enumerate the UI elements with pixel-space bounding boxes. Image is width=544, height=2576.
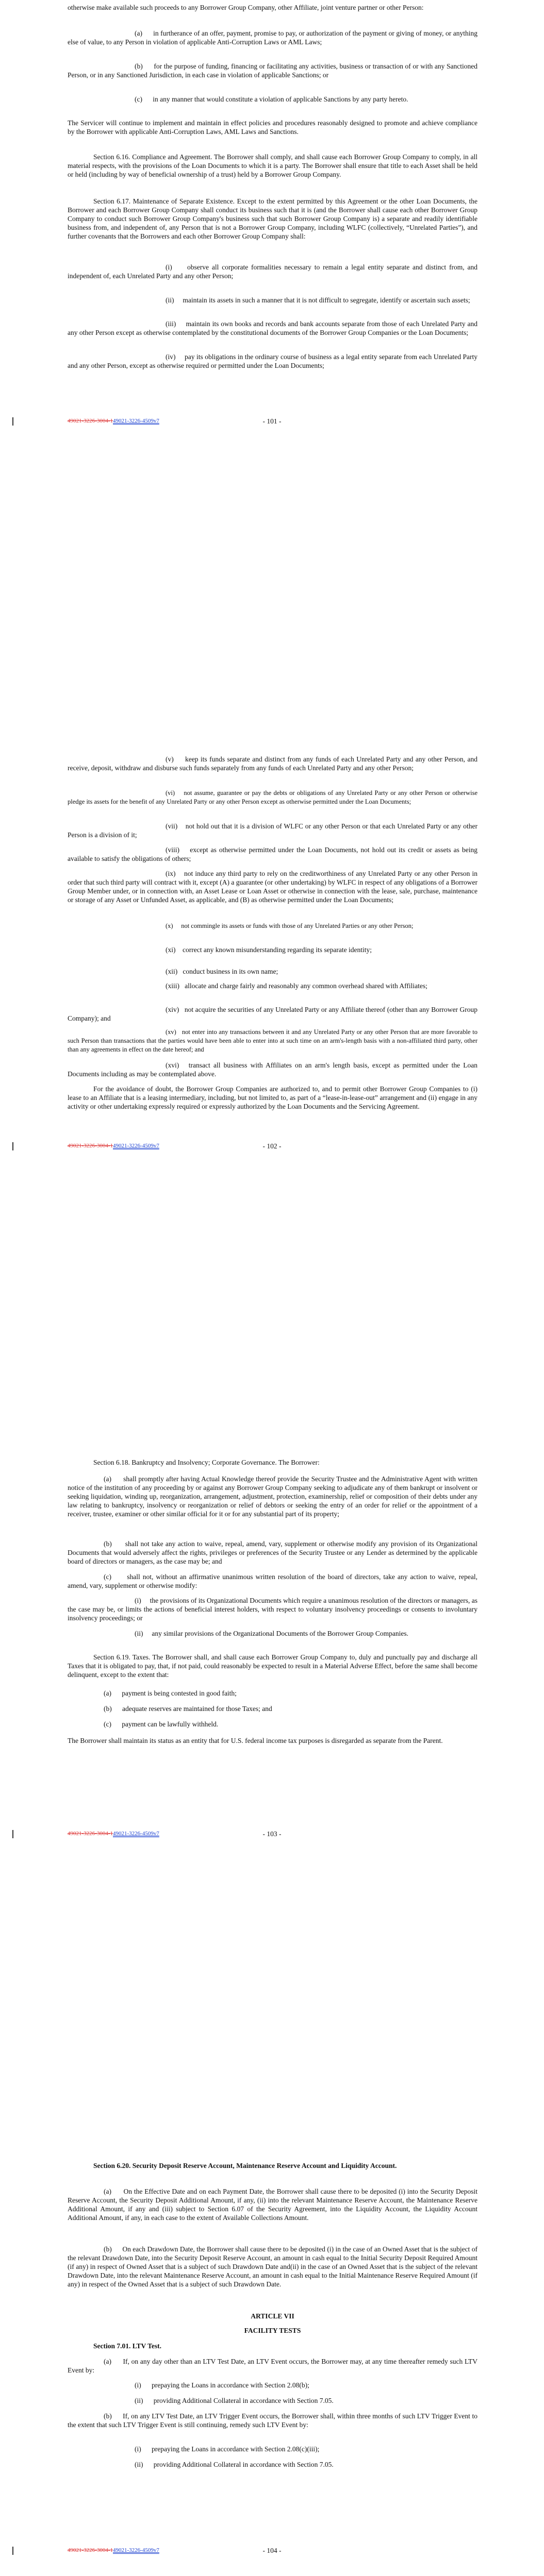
paragraph: (x) not commingle its assets or funds with those of any Unrelated Parties or any other Person; xyxy=(166,922,414,929)
paragraph: (vi) not assume, guarantee or pay the debts or obligations of any Unrelated Party or any other Person or otherwise pledge its assets for the benefit of any Unrelated Party or any other Person except as otherwise permitted under the Loan Documents; xyxy=(68,789,477,805)
article-title: FACILITY TESTS xyxy=(244,2327,301,2334)
paragraph: (b) If, on any LTV Test Date, an LTV Trigger Event occurs, the Borrower shall, within three months of such LTV Trigger Event to the extent that such LTV Trigger Event is still continuing, remedy such LTV Event by: xyxy=(68,2412,477,2429)
page-102 xyxy=(0,703,544,1406)
paragraph: (a) On the Effective Date and on each Payment Date, the Borrower shall cause there to be deposited (i) into the Security Deposit Reserve Account, the Security Deposit Additional Amount, if any, (ii) into the relevant Maintenance Reserve Account, the Maintenance Reserve Additional Amount, if any and (iii) subject to Section 6.07 of the Security Agreement, into the Liquidity Account, the Liquidity Account Additional Amount, if any, in each case to the extent of Available Collections Amount. xyxy=(68,2188,477,2222)
paragraph: (xv) not enter into any transactions between it and any Unrelated Party or any other Person that are more favorable to such Person than transactions that the parties would have been able to enter into at such time on an arm's-length basis with a non-affiliated third party, other than any agreements in effect on the date hereof; and xyxy=(68,1028,477,1053)
paragraph: (xiv) not acquire the securities of any Unrelated Party or any Affiliate thereof (other than any Borrower Group Company); and xyxy=(68,1006,477,1022)
paragraph: (b) adequate reserves are maintained for those Taxes; and xyxy=(104,1705,272,1713)
document-id-new: 49021-3226-4509v7 xyxy=(113,418,159,424)
paragraph: (v) keep its funds separate and distinct from any funds of each Unrelated Party and any other Person, and receive, deposit, withdraw and disburse such funds separately from any funds of each Unrelated Party and any other Person; xyxy=(68,755,477,772)
page-number: - 104 - xyxy=(262,2547,282,2554)
section-6-17: Section 6.17. Maintenance of Separate Existence. Except to the extent permitted by this Agreement or the other Loan Documents, the Borrower and each Borrower Group Company shall conduct its business such that it is (and the Borrower shall cause each other Borrower Group Company to conduct such Borrower Group Company's business such that such Borrower Group Company is) a separate and readily identifiable business from, and independent of, any Person that is not a Borrower Group Company, including WLFC (collectively, “Unrelated Parties”), and further covenants that the Borrowers and each other Borrower Group Company shall: xyxy=(68,197,477,240)
paragraph: (i) observe all corporate formalities necessary to remain a legal entity separate and distinct from, and independent of, each Unrelated Party and any other Person; xyxy=(68,263,477,280)
paragraph: The Borrower shall maintain its status as an entity that for U.S. federal income tax purposes is disregarded as separate from the Parent. xyxy=(68,1737,443,1744)
paragraph: (c) payment can be lawfully withheld. xyxy=(104,1720,219,1728)
paragraph: (ii) maintain its assets in such a manner that it is not difficult to segregate, identify or ascertain such assets; xyxy=(166,296,470,304)
paragraph: (i) prepaying the Loans in accordance with Section 2.08(c)(iii); xyxy=(135,2445,320,2453)
document-id-new: 49021-3226-4509v7 xyxy=(113,1831,159,1837)
document-id-old: 49021-3226-3004-1 xyxy=(68,2547,113,2553)
paragraph: For the avoidance of doubt, the Borrower Group Companies are authorized to, and to permit other Borrower Group Companies to (i) lease to an Affiliate that is a leasing intermediary, including, but not limited to, as part of a “lease-in-lease-out” arrangement and (ii) engage in any activity or other undertaking expressly required or expressly authorized by the Loan Documents and the Servicing Agreement. xyxy=(68,1085,477,1110)
paragraph: (xi) correct any known misunderstanding regarding its separate identity; xyxy=(166,946,372,954)
page-103 xyxy=(0,1406,544,2110)
paragraph: (ix) not induce any third party to rely on the creditworthiness of any Unrelated Party or any other Person in order that such third party will contract with it, except (A) a guarantee (or other undertaking) by WLFC in respect of any obligations of a Borrower Group Member under, or in connection with, an Asset Lease or Loan Asset or otherwise in connection with the lease, sale, purchase, maintenance or storage of any Asset or Unfunded Asset, as applicable, and (B) as otherwise permitted under the Loan Documents; xyxy=(68,870,477,904)
paragraph: (i) the provisions of its Organizational Documents which require a unanimous resolution of the directors or managers, as the case may be, or limits the actions of beneficial interest holders, with respect to voluntary insolvency proceedings or consents to involuntary insolvency proceedings; or xyxy=(68,1597,477,1622)
paragraph: The Servicer will continue to implement and maintain in effect policies and procedures reasonably designed to promote and achieve compliance by the Borrower with applicable Anti-Corruption Laws, AML Laws and Sanctions. xyxy=(68,119,477,135)
paragraph: (a) If, on any day other than an LTV Test Date, an LTV Event occurs, the Borrower may, at any time thereafter remedy such LTV Event by: xyxy=(68,2358,477,2374)
section-6-20: Section 6.20. Security Deposit Reserve Account, Maintenance Reserve Account and Liquidity Account. xyxy=(93,2162,397,2170)
paragraph: (vii) not hold out that it is a division of WLFC or any other Person or that each Unrelated Party or any other Person is a division of it; xyxy=(68,822,477,839)
page-number: - 101 - xyxy=(262,417,282,425)
paragraph: (i) prepaying the Loans in accordance with Section 2.08(b); xyxy=(135,2381,309,2389)
paragraph: (viii) except as otherwise permitted under the Loan Documents, not hold out its credit or assets as being available to satisfy the obligations of others; xyxy=(68,846,477,862)
section-6-16: Section 6.16. Compliance and Agreement. The Borrower shall comply, and shall cause each Borrower Group Company to comply, in all material respects, with the provisions of the Loan Documents to which it is a party. The Borrower shall ensure that title to each Asset shall be held or held (including by way of beneficial ownership of a trust) held by a Borrower Group Company. xyxy=(68,153,477,178)
paragraph: (xii) conduct business in its own name; xyxy=(166,968,278,975)
paragraph: (ii) any similar provisions of the Organizational Documents of the Borrower Group Companies. xyxy=(135,1630,409,1637)
paragraph: (b) On each Drawdown Date, the Borrower shall cause there to be deposited (i) in the case of an Owned Asset that is the subject of the relevant Drawdown Date, into the Security Deposit Reserve Account, an amount in cash equal to the Initial Security Deposit Required Amount (if any) in respect of Owned Asset that is a subject of such Drawdown Date and(ii) in the case of an Owned Asset that is the subject of the relevant Drawdown Date, into the relevant Maintenance Reserve Account, an amount in cash equal to the Initial Maintenance Reserve Required Amount (if any) in respect of the Owned Asset that is a subject of such Drawdown Date. xyxy=(68,2245,477,2288)
paragraph: (a) shall promptly after having Actual Knowledge thereof provide the Security Trustee and the Administrative Agent with written notice of the institution of any proceeding by or against any Borrower Group Company seeking to adjudicate any of them bankrupt or insolvent or seeking liquidation, winding up, reorganization, arrangement, adjustment, protection, examinership, relief or composition of their debts under any law relating to bankruptcy, insolvency or reorganization or relief of debtors or seeking the entry of an order for relief or the appointment of a receiver, trustee, examiner or other similar official for it or for any substantial part of its property; xyxy=(68,1475,477,1518)
document-id-old: 49021-3226-3004-1 xyxy=(68,418,113,424)
paragraph: (a) in furtherance of an offer, payment, promise to pay, or authorization of the payment or giving of money, or anything else of value, to any Person in violation of applicable Anti-Corruption Laws or AML Laws; xyxy=(68,29,477,46)
page-101 xyxy=(0,0,544,703)
section-6-19: Section 6.19. Taxes. The Borrower shall, and shall cause each Borrower Group Company to, duly and punctually pay and discharge all Taxes that it is obligated to pay, that, if not paid, could reasonably be expected to result in a Material Adverse Effect, before the same shall become delinquent, except to the extent that: xyxy=(68,1653,477,1679)
page-number: - 102 - xyxy=(262,1142,282,1150)
paragraph: (a) payment is being contested in good faith; xyxy=(104,1689,237,1697)
paragraph: (ii) providing Additional Collateral in accordance with Section 7.05. xyxy=(135,2397,334,2404)
section-7-01: Section 7.01. LTV Test. xyxy=(93,2342,162,2350)
paragraph: (c) shall not, without an affirmative unanimous written resolution of the board of directors, take any action to waive, repeal, amend, vary, supplement or otherwise modify: xyxy=(68,1573,477,1589)
paragraph: otherwise make available such proceeds to any Borrower Group Company, other Affiliate, joint venture partner or other Person: xyxy=(68,4,424,11)
paragraph: (b) for the purpose of funding, financing or facilitating any activities, business or transaction of or with any Sanctioned Person, or in any Sanctioned Jurisdiction, in each case in violation of applicable Sanctions; or xyxy=(68,62,477,79)
document-id-new: 49021-3226-4509v7 xyxy=(113,2547,159,2553)
paragraph: (xiii) allocate and charge fairly and reasonably any common overhead shared with Affiliates; xyxy=(166,982,427,990)
document-id-old: 49021-3226-3004-1 xyxy=(68,1831,113,1837)
paragraph: (c) in any manner that would constitute a violation of applicable Sanctions by any party hereto. xyxy=(135,95,408,103)
page-number: - 103 - xyxy=(262,1830,282,1838)
article-heading: ARTICLE VII xyxy=(251,2312,294,2320)
paragraph: (xvi) transact all business with Affiliates on an arm's length basis, except as permitted under the Loan Documents including as may be contemplated above. xyxy=(68,1061,477,1078)
document-id-old: 49021-3226-3004-1 xyxy=(68,1143,113,1149)
paragraph: (iv) pay its obligations in the ordinary course of business as a legal entity separate from each Unrelated Party and any other Person, except as otherwise required or permitted under the Loan Documents; xyxy=(68,353,477,369)
paragraph: (b) shall not take any action to waive, repeal, amend, vary, supplement or otherwise modify any provision of its Organizational Documents that would adversely affect the rights, privileges or preferences of the Security Trustee or any Lender as determined by the applicable board of directors or managers, as the case may be; and xyxy=(68,1540,477,1565)
page-104 xyxy=(0,2110,544,2576)
document-id-new: 49021-3226-4509v7 xyxy=(113,1143,159,1149)
paragraph: (ii) providing Additional Collateral in accordance with Section 7.05. xyxy=(135,2461,334,2468)
section-6-18: Section 6.18. Bankruptcy and Insolvency; Corporate Governance. The Borrower: xyxy=(93,1459,320,1466)
paragraph: (iii) maintain its own books and records and bank accounts separate from those of each Unrelated Party and any other Person except as otherwise contemplated by the constitutional documents of the Borrower Group Companies or the Loan Documents; xyxy=(68,320,477,336)
